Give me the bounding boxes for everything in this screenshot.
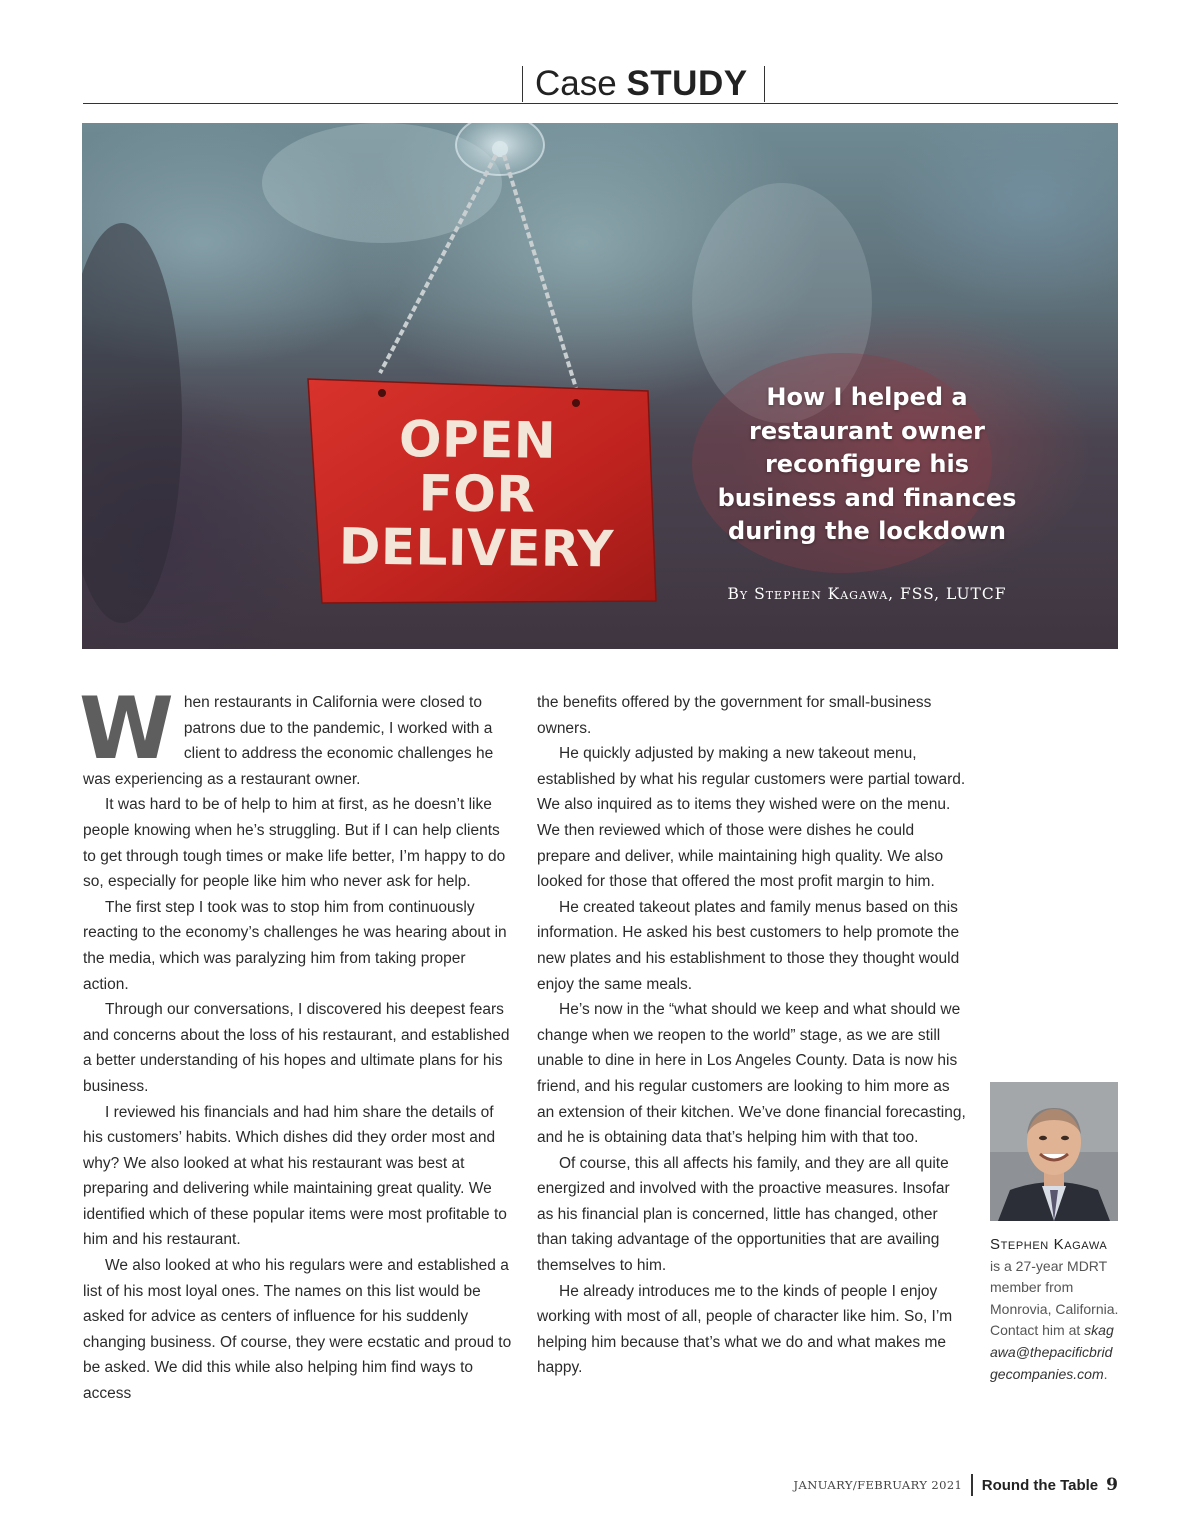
section-title xyxy=(522,66,765,102)
article-paragraph: He’s now in the “what should we keep and what should we change when we reopen to the world” stage, as we are still unable to dine in here in Los Angeles County. Data is now his friend, and his regular customers are looking to him more as an extension of their kitchen. We’ve done financial forecasting, and he is obtaining data that’s helping him with that too. xyxy=(537,1001,966,1147)
paragraph-text: hen restaurants in California were closed to patrons due to the pandemic, I worked with a client to address the economic challenges he was experiencing as a restaurant owner. xyxy=(83,694,494,788)
headline-line: reconfigure his xyxy=(764,450,970,478)
author-name: Stephen Kagawa xyxy=(990,1236,1108,1253)
article-paragraph: Through our conversations, I discovered his deepest fears and concerns about the loss of his restaurant, and established a better understanding of his hopes and ultimate plans for his business. xyxy=(83,1001,510,1095)
author-photo xyxy=(990,1082,1118,1221)
article-paragraph: We also looked at who his regulars were and established a list of his most loyal ones. The names on this list would be asked for advice as centers of influence for his suddenly changing business. Of course, they were ecstatic and proud to be asked. We did this while also helping him find ways to access xyxy=(83,1257,512,1403)
article-paragraph: The first step I took was to stop him from continuously reacting to the economy’s challenges he was hearing about in the media, which was paralyzing him from taking proper action. xyxy=(83,898,507,993)
author-bio-text: is a 27-year MDRT member from Monrovia, California. Contact him at xyxy=(990,1257,1119,1339)
section-title-light: Case xyxy=(535,64,617,103)
drop-cap: W xyxy=(79,679,174,779)
issue-date: JANUARY/FEBRUARY 2021 xyxy=(793,1478,963,1492)
article-paragraph: the benefits offered by the government for small-business owners. xyxy=(537,694,932,737)
article-headline xyxy=(702,381,1032,549)
article-paragraph: It was hard to be of help to him at first, as he doesn’t like people knowing when he’s struggling. But if I can help clients to get through tough times or make life better, I’m happy to do so, especially for people like him who never ask for help. xyxy=(83,796,506,891)
hero-image xyxy=(82,123,1118,649)
sign-line: FOR xyxy=(418,464,536,524)
article-paragraph: He quickly adjusted by making a new takeout menu, established by what his regular customers were partial toward. We also inquired as to items they wished were on the menu. We then reviewed which of those were dishes he could prepare and deliver, while maintaining high quality. We also looked for those that offered the most profit margin to him. xyxy=(537,745,966,891)
author-bio xyxy=(990,1234,1120,1385)
article-byline: By Stephen Kagawa, FSS, LUTCF xyxy=(727,585,1007,603)
page-footer xyxy=(794,1474,1118,1496)
article-column-1 xyxy=(79,679,513,1407)
headline-line: during the lockdown xyxy=(728,517,1006,545)
magazine-name: Round the Table xyxy=(981,1476,1099,1494)
author-email: skagawa@thepacificbridgecompanies.com xyxy=(990,1322,1114,1382)
open-for-delivery-sign-text xyxy=(326,410,628,579)
headline-line: business and finances xyxy=(717,483,1017,512)
section-header xyxy=(83,60,1118,104)
author-bio-end: . xyxy=(1103,1365,1108,1382)
headline-line: restaurant owner xyxy=(749,416,985,445)
article-paragraph: He already introduces me to the kinds of people I enjoy working with most of all, people of character like him. So, I’m helping him because that’s what we do and what makes me happy. xyxy=(537,1282,953,1377)
headline-line: How I helped a xyxy=(766,383,968,411)
page-number: 9 xyxy=(1106,1475,1118,1495)
author-portrait-icon xyxy=(990,1082,1118,1221)
article-paragraph xyxy=(79,679,513,792)
sign-line: OPEN xyxy=(398,410,557,470)
sign-line: DELIVERY xyxy=(338,517,615,579)
article-column-2 xyxy=(537,690,967,1381)
article-paragraph: He created takeout plates and family menus based on this information. He asked his best customers to help promote the new plates and his establishment to those they thought would enjoy the same meals. xyxy=(537,898,960,993)
article-paragraph: I reviewed his financials and had him share the details of his customers’ habits. Which dishes did they order most and why? We also looked at what his restaurant was best at preparing and delivering while maintaining great quality. We identified which of these popular items were most profitable to him and his restaurant. xyxy=(83,1103,507,1249)
article-paragraph: Of course, this all affects his family, and they are all quite energized and involved with the proactive measures. Insofar as his financial plan is concerned, little has changed, other than taking advantage of the opportunities that are availing themselves to him. xyxy=(537,1154,950,1275)
section-title-bold: STUDY xyxy=(626,64,748,103)
footer-divider xyxy=(971,1474,973,1496)
